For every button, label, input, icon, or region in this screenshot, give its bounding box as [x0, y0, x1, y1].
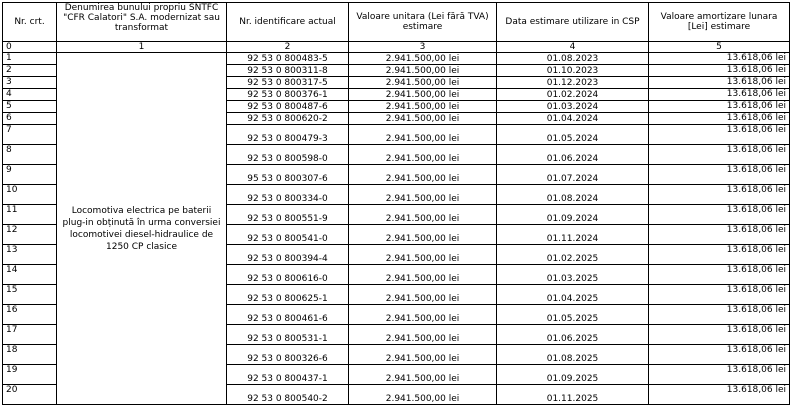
- usage-date: 01.03.2025: [497, 265, 649, 285]
- row-number: 12: [3, 225, 57, 245]
- usage-date: 01.05.2025: [497, 305, 649, 325]
- monthly-amortization: 13.618,06 lei: [649, 145, 790, 165]
- unit-value: 2.941.500,00 lei: [349, 101, 497, 113]
- identification-number: 92 53 0 800483-5: [227, 53, 349, 65]
- column-number-row: [3, 42, 790, 53]
- monthly-amortization: 13.618,06 lei: [649, 77, 790, 89]
- column-number: 5: [649, 42, 790, 53]
- unit-value: 2.941.500,00 lei: [349, 65, 497, 77]
- header-data: Data estimare utilizare in CSP: [497, 3, 649, 42]
- unit-value: 2.941.500,00 lei: [349, 185, 497, 205]
- row-number: 8: [3, 145, 57, 165]
- identification-number: 95 53 0 800307-6: [227, 165, 349, 185]
- identification-number: 92 53 0 800334-0: [227, 185, 349, 205]
- unit-value: 2.941.500,00 lei: [349, 113, 497, 125]
- unit-value: 2.941.500,00 lei: [349, 225, 497, 245]
- estimation-table: [2, 2, 790, 405]
- identification-number: 92 53 0 800541-0: [227, 225, 349, 245]
- unit-value: 2.941.500,00 lei: [349, 53, 497, 65]
- usage-date: 01.06.2025: [497, 325, 649, 345]
- unit-value: 2.941.500,00 lei: [349, 205, 497, 225]
- monthly-amortization: 13.618,06 lei: [649, 325, 790, 345]
- header-nr: Nr. crt.: [3, 3, 57, 42]
- monthly-amortization: 13.618,06 lei: [649, 225, 790, 245]
- column-number: 2: [227, 42, 349, 53]
- row-number: 13: [3, 245, 57, 265]
- header-amortizare: Valoare amortizare lunara [Lei] estimare: [649, 3, 790, 42]
- usage-date: 01.07.2024: [497, 165, 649, 185]
- unit-value: 2.941.500,00 lei: [349, 345, 497, 365]
- table-header: [3, 3, 790, 53]
- row-number: 1: [3, 53, 57, 65]
- row-number: 19: [3, 365, 57, 385]
- identification-number: 92 53 0 800437-1: [227, 365, 349, 385]
- usage-date: 01.12.2023: [497, 77, 649, 89]
- row-number: 14: [3, 265, 57, 285]
- column-number: 1: [57, 42, 227, 53]
- identification-number: 92 53 0 800625-1: [227, 285, 349, 305]
- row-number: 10: [3, 185, 57, 205]
- monthly-amortization: 13.618,06 lei: [649, 365, 790, 385]
- identification-number: 92 53 0 800326-6: [227, 345, 349, 365]
- usage-date: 01.05.2024: [497, 125, 649, 145]
- usage-date: 01.04.2024: [497, 113, 649, 125]
- usage-date: 01.09.2024: [497, 205, 649, 225]
- usage-date: 01.08.2024: [497, 185, 649, 205]
- row-number: 9: [3, 165, 57, 185]
- row-number: 15: [3, 285, 57, 305]
- identification-number: 92 53 0 800461-6: [227, 305, 349, 325]
- usage-date: 01.09.2025: [497, 365, 649, 385]
- table-body: [3, 53, 790, 405]
- row-number: 6: [3, 113, 57, 125]
- row-number: 7: [3, 125, 57, 145]
- row-number: 11: [3, 205, 57, 225]
- header-valoare: Valoare unitara (Lei fără TVA) estimare: [349, 3, 497, 42]
- monthly-amortization: 13.618,06 lei: [649, 385, 790, 405]
- monthly-amortization: 13.618,06 lei: [649, 205, 790, 225]
- identification-number: 92 53 0 800479-3: [227, 125, 349, 145]
- monthly-amortization: 13.618,06 lei: [649, 53, 790, 65]
- unit-value: 2.941.500,00 lei: [349, 245, 497, 265]
- identification-number: 92 53 0 800620-2: [227, 113, 349, 125]
- monthly-amortization: 13.618,06 lei: [649, 113, 790, 125]
- monthly-amortization: 13.618,06 lei: [649, 285, 790, 305]
- row-number: 20: [3, 385, 57, 405]
- usage-date: 01.02.2024: [497, 89, 649, 101]
- unit-value: 2.941.500,00 lei: [349, 77, 497, 89]
- identification-number: 92 53 0 800394-4: [227, 245, 349, 265]
- unit-value: 2.941.500,00 lei: [349, 165, 497, 185]
- column-number: 3: [349, 42, 497, 53]
- unit-value: 2.941.500,00 lei: [349, 89, 497, 101]
- monthly-amortization: 13.618,06 lei: [649, 101, 790, 113]
- monthly-amortization: 13.618,06 lei: [649, 305, 790, 325]
- header-row: [3, 3, 790, 42]
- identification-number: 92 53 0 800531-1: [227, 325, 349, 345]
- monthly-amortization: 13.618,06 lei: [649, 245, 790, 265]
- unit-value: 2.941.500,00 lei: [349, 325, 497, 345]
- monthly-amortization: 13.618,06 lei: [649, 165, 790, 185]
- usage-date: 01.04.2025: [497, 285, 649, 305]
- unit-value: 2.941.500,00 lei: [349, 285, 497, 305]
- identification-number: 92 53 0 800540-2: [227, 385, 349, 405]
- identification-number: 92 53 0 800616-0: [227, 265, 349, 285]
- row-number: 16: [3, 305, 57, 325]
- unit-value: 2.941.500,00 lei: [349, 125, 497, 145]
- usage-date: 01.11.2024: [497, 225, 649, 245]
- unit-value: 2.941.500,00 lei: [349, 265, 497, 285]
- header-denumire: Denumirea bunului propriu SNTFC "CFR Calatori" S.A. modernizat sau transformat: [57, 3, 227, 42]
- usage-date: 01.08.2023: [497, 53, 649, 65]
- row-number: 5: [3, 101, 57, 113]
- monthly-amortization: 13.618,06 lei: [649, 345, 790, 365]
- identification-number: 92 53 0 800311-8: [227, 65, 349, 77]
- unit-value: 2.941.500,00 lei: [349, 305, 497, 325]
- table-row: [3, 53, 790, 65]
- monthly-amortization: 13.618,06 lei: [649, 185, 790, 205]
- monthly-amortization: 13.618,06 lei: [649, 89, 790, 101]
- unit-value: 2.941.500,00 lei: [349, 385, 497, 405]
- header-identificare: Nr. identificare actual: [227, 3, 349, 42]
- row-number: 17: [3, 325, 57, 345]
- usage-date: 01.08.2025: [497, 345, 649, 365]
- identification-number: 92 53 0 800551-9: [227, 205, 349, 225]
- monthly-amortization: 13.618,06 lei: [649, 65, 790, 77]
- column-number: 4: [497, 42, 649, 53]
- usage-date: 01.10.2023: [497, 65, 649, 77]
- monthly-amortization: 13.618,06 lei: [649, 265, 790, 285]
- usage-date: 01.11.2025: [497, 385, 649, 405]
- row-number: 2: [3, 65, 57, 77]
- identification-number: 92 53 0 800317-5: [227, 77, 349, 89]
- column-number: 0: [3, 42, 57, 53]
- asset-description: Locomotiva electrica pe baterii plug-in obținută în urma conversiei locomotivei diesel-hidraulice de 1250 CP clasice: [57, 53, 227, 405]
- usage-date: 01.06.2024: [497, 145, 649, 165]
- row-number: 3: [3, 77, 57, 89]
- usage-date: 01.03.2024: [497, 101, 649, 113]
- identification-number: 92 53 0 800376-1: [227, 89, 349, 101]
- row-number: 4: [3, 89, 57, 101]
- identification-number: 92 53 0 800598-0: [227, 145, 349, 165]
- row-number: 18: [3, 345, 57, 365]
- unit-value: 2.941.500,00 lei: [349, 365, 497, 385]
- usage-date: 01.02.2025: [497, 245, 649, 265]
- unit-value: 2.941.500,00 lei: [349, 145, 497, 165]
- identification-number: 92 53 0 800487-6: [227, 101, 349, 113]
- monthly-amortization: 13.618,06 lei: [649, 125, 790, 145]
